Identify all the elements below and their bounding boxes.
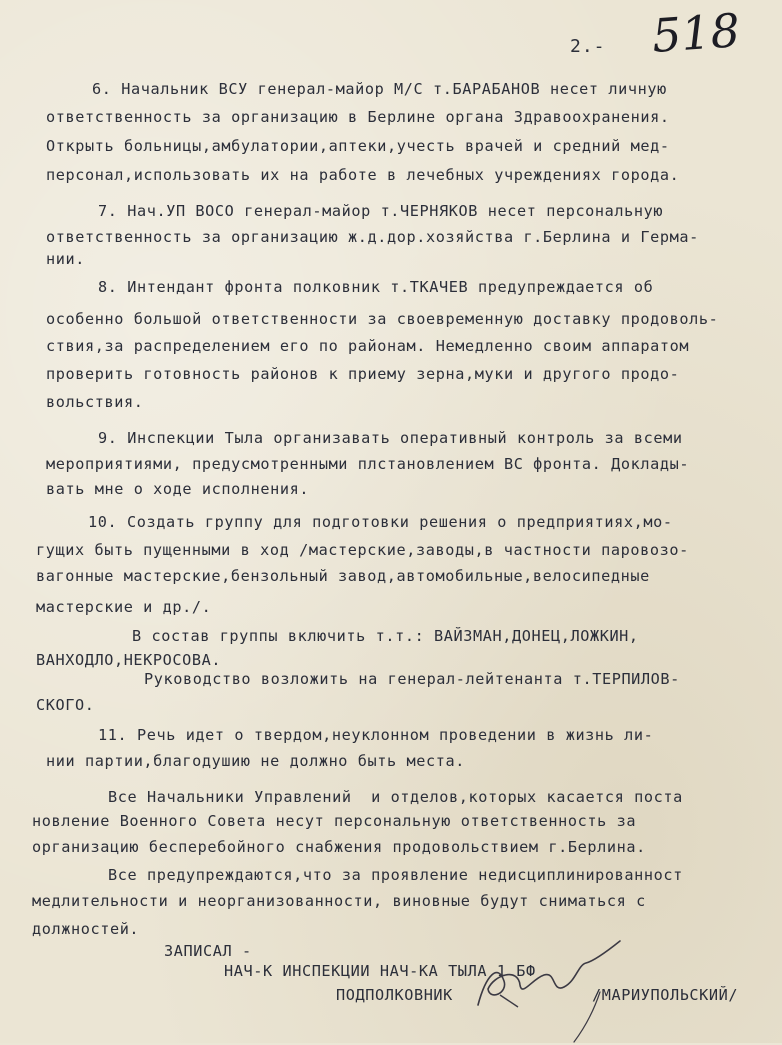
archive-number: 518 (650, 3, 742, 63)
text-line: 11. Речь идет о твердом,неуклонном проведении в жизнь ли- (98, 726, 654, 744)
recorded-label: ЗАПИСАЛ - (164, 942, 252, 960)
text-line: 7. Нач.УП ВОСО генерал-майор т.ЧЕРНЯКОВ несет персональную (98, 202, 664, 220)
text-line: должностей. (32, 920, 140, 938)
text-line: 9. Инспекции Тыла организавать оперативный контроль за всеми (98, 429, 683, 447)
signer-name: /МАРИУПОЛЬСКИЙ/ (592, 986, 739, 1004)
text-line: 6. Начальник ВСУ генерал-майор М/С т.БАРАБАНОВ несет личную (92, 80, 667, 98)
text-line: СКОГО. (36, 696, 95, 714)
text-line: новление Военного Совета несут персональную ответственность за (32, 812, 637, 830)
text-line: ВАНХОДЛО,НЕКРОСОВА. (36, 651, 222, 669)
signer-rank: ПОДПОЛКОВНИК (336, 986, 453, 1004)
text-line: медлительности и неорганизованности, виновные будут сниматься с (32, 892, 646, 910)
text-line: нии. (46, 250, 85, 268)
text-line: организацию бесперебойного снабжения продовольствием г.Берлина. (32, 838, 646, 856)
text-line: ответственность за организацию ж.д.дор.хозяйства г.Берлина и Герма- (46, 228, 699, 246)
text-line: вольствия. (46, 393, 144, 411)
text-line: В состав группы включить т.т.: ВАЙЗМАН,ДОНЕЦ,ЛОЖКИН, (132, 627, 639, 645)
text-line: мероприятиями, предусмотренными плстановлением ВС фронта. Доклады- (46, 455, 690, 473)
text-line: вагонные мастерские,бензольный завод,автомобильные,велосипедные (36, 567, 650, 585)
text-line: мастерские и др./. (36, 598, 212, 616)
text-line: нии партии,благодушию не должно быть места. (46, 752, 465, 770)
text-line: персонал,использовать их на работе в лечебных учреждениях города. (46, 166, 680, 184)
text-line: проверить готовность районов к приему зерна,муки и другого продо- (46, 365, 680, 383)
text-line: 8. Интендант фронта полковник т.ТКАЧЕВ предупреждается об (98, 278, 654, 296)
text-line: вать мне о ходе исполнения. (46, 480, 310, 498)
pen-stroke-mark (560, 990, 620, 1045)
text-line: Все предупреждаются,что за проявление недисциплинированност (108, 866, 683, 884)
text-line: Открыть больницы,амбулатории,аптеки,учесть врачей и средний мед- (46, 137, 670, 155)
text-line: гущих быть пущенными в ход /мастерские,заводы,в частности паровозо- (36, 541, 689, 559)
text-line: Руководство возложить на генерал-лейтенанта т.ТЕРПИЛОВ- (144, 670, 680, 688)
text-line: 10. Создать группу для подготовки решения о предприятиях,мо- (88, 513, 673, 531)
text-line: особенно большой ответственности за своевременную доставку продоволь- (46, 310, 719, 328)
signer-position: НАЧ-К ИНСПЕКЦИИ НАЧ-КА ТЫЛА 1 БФ (224, 962, 536, 980)
page-number: 2.- (570, 36, 606, 57)
text-line: ствия,за распределением его по районам. Немедленно своим аппаратом (46, 337, 690, 355)
text-line: ответственность за организацию в Берлине органа Здравоохранения. (46, 108, 670, 126)
text-line: Все Начальники Управлений и отделов,которых касается поста (108, 788, 683, 806)
